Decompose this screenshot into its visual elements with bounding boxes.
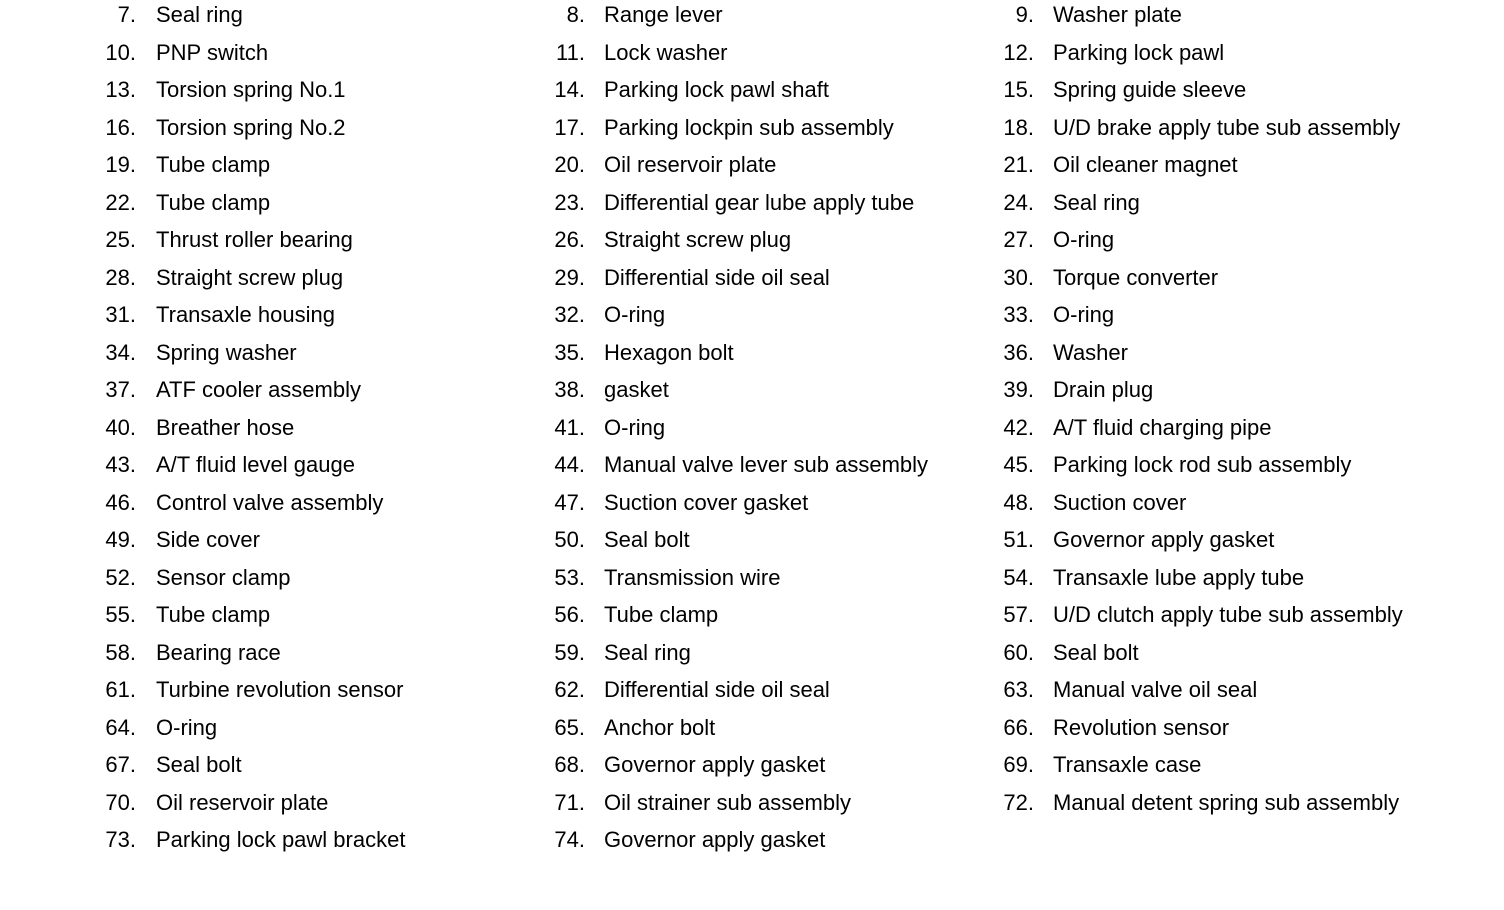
part-number: 24. xyxy=(1003,189,1034,215)
part-name: O-ring xyxy=(604,302,666,327)
part-name: Differential gear lube apply tube xyxy=(604,189,915,215)
parts-row xyxy=(0,338,1504,368)
part-name: Breather hose xyxy=(156,414,295,440)
part-name: Anchor bolt xyxy=(604,714,716,740)
part-name: Straight screw plug xyxy=(604,227,792,252)
part-number: 35. xyxy=(554,339,585,365)
part-name: Governor apply gasket xyxy=(604,827,826,852)
part-number: 73. xyxy=(105,827,136,852)
part-number: 10. xyxy=(105,39,136,65)
part-name: Hexagon bolt xyxy=(604,339,734,365)
parts-row xyxy=(0,150,1504,180)
part-number: 33. xyxy=(1003,302,1034,327)
part-name: Manual valve lever sub assembly xyxy=(604,452,929,477)
part-name: Seal bolt xyxy=(156,752,242,777)
part-name: Washer xyxy=(1053,339,1128,365)
parts-row xyxy=(0,300,1504,330)
parts-row xyxy=(0,525,1504,555)
part-number: 68. xyxy=(554,752,585,777)
part-name: Seal ring xyxy=(156,2,243,27)
part-name: Side cover xyxy=(156,527,260,552)
part-name: Tube clamp xyxy=(156,602,271,627)
part-number: 40. xyxy=(105,414,136,440)
part-name: Parking lock pawl xyxy=(1053,39,1225,65)
part-name: Straight screw plug xyxy=(156,264,344,290)
part-name: Parking lock pawl bracket xyxy=(156,827,406,852)
part-name: Transaxle housing xyxy=(156,302,335,327)
part-name: U/D clutch apply tube sub assembly xyxy=(1053,602,1403,627)
part-number: 36. xyxy=(1003,339,1034,365)
part-number: 17. xyxy=(554,114,585,140)
part-number: 61. xyxy=(105,677,136,702)
part-name: Seal bolt xyxy=(604,527,690,552)
part-number: 11. xyxy=(556,39,585,65)
part-name: O-ring xyxy=(604,414,666,440)
part-number: 43. xyxy=(105,452,136,477)
parts-row xyxy=(0,188,1504,218)
parts-row xyxy=(0,825,1504,855)
part-name: PNP switch xyxy=(156,39,269,65)
part-number: 67. xyxy=(105,752,136,777)
part-number: 15. xyxy=(1003,77,1034,102)
part-name: gasket xyxy=(604,377,669,402)
part-name: Range lever xyxy=(604,2,723,27)
part-name: A/T fluid charging pipe xyxy=(1053,414,1272,440)
part-name: Transaxle lube apply tube xyxy=(1053,564,1305,590)
part-name: Differential side oil seal xyxy=(604,264,830,290)
parts-row xyxy=(0,0,1504,30)
part-name: Seal ring xyxy=(604,639,691,665)
part-number: 28. xyxy=(105,264,136,290)
parts-row xyxy=(0,675,1504,705)
part-name: Parking lockpin sub assembly xyxy=(604,114,894,140)
part-number: 20. xyxy=(554,152,585,177)
parts-row xyxy=(0,263,1504,293)
part-number: 52. xyxy=(105,564,136,590)
part-name: Oil reservoir plate xyxy=(604,152,777,177)
part-number: 60. xyxy=(1003,639,1034,665)
parts-row xyxy=(0,75,1504,105)
part-number: 74. xyxy=(554,827,585,852)
part-number: 55. xyxy=(105,602,136,627)
part-name: Transaxle case xyxy=(1053,752,1202,777)
parts-row xyxy=(0,713,1504,743)
part-number: 62. xyxy=(554,677,585,702)
part-name: Transmission wire xyxy=(604,564,781,590)
part-number xyxy=(957,825,1034,855)
part-number: 13. xyxy=(105,77,136,102)
part-name: Spring washer xyxy=(156,339,297,365)
part-name: Oil cleaner magnet xyxy=(1053,152,1238,177)
part-number: 65. xyxy=(554,714,585,740)
parts-row xyxy=(0,375,1504,405)
parts-row xyxy=(0,788,1504,818)
part-number: 14. xyxy=(554,77,585,102)
part-number: 63. xyxy=(1003,677,1034,702)
part-number: 72. xyxy=(1003,789,1034,815)
part-name: Governor apply gasket xyxy=(1053,527,1275,552)
part-number: 39. xyxy=(1003,377,1034,402)
part-name: Seal ring xyxy=(1053,189,1140,215)
part-name: Suction cover xyxy=(1053,489,1187,515)
part-number: 31. xyxy=(105,302,136,327)
part-name: Revolution sensor xyxy=(1053,714,1230,740)
part-number: 45. xyxy=(1003,452,1034,477)
part-number: 9. xyxy=(1015,2,1034,27)
part-number: 27. xyxy=(1003,227,1034,252)
part-number: 26. xyxy=(554,227,585,252)
part-name: Governor apply gasket xyxy=(604,752,826,777)
part-number: 22. xyxy=(105,189,136,215)
part-number: 50. xyxy=(554,527,585,552)
part-number: 51. xyxy=(1003,527,1034,552)
parts-row xyxy=(0,38,1504,68)
parts-row xyxy=(0,413,1504,443)
part-number: 69. xyxy=(1003,752,1034,777)
part-name: Differential side oil seal xyxy=(604,677,830,702)
part-number: 48. xyxy=(1003,489,1034,515)
parts-row xyxy=(0,750,1504,780)
part-number: 53. xyxy=(554,564,585,590)
part-number: 54. xyxy=(1003,564,1034,590)
part-name: Parking lock rod sub assembly xyxy=(1053,452,1352,477)
part-name: Control valve assembly xyxy=(156,489,384,515)
part-number: 42. xyxy=(1003,414,1034,440)
part-name: O-ring xyxy=(1053,302,1115,327)
part-name: Manual detent spring sub assembly xyxy=(1053,789,1400,815)
part-name: Torsion spring No.2 xyxy=(156,114,346,140)
part-number: 59. xyxy=(554,639,585,665)
part-number: 64. xyxy=(105,714,136,740)
part-name: O-ring xyxy=(1053,227,1115,252)
part-name: Oil reservoir plate xyxy=(156,789,329,815)
part-name: Washer plate xyxy=(1053,2,1182,27)
part-name: Torsion spring No.1 xyxy=(156,77,346,102)
part-number: 21. xyxy=(1003,152,1034,177)
part-number: 49. xyxy=(105,527,136,552)
part-name: Spring guide sleeve xyxy=(1053,77,1247,102)
part-name: Tube clamp xyxy=(604,602,719,627)
parts-row xyxy=(0,488,1504,518)
part-name: Tube clamp xyxy=(156,189,271,215)
part-number: 37. xyxy=(105,377,136,402)
part-name: Torque converter xyxy=(1053,264,1219,290)
part-name: Thrust roller bearing xyxy=(156,227,353,252)
part-name: Manual valve oil seal xyxy=(1053,677,1258,702)
part-number: 29. xyxy=(554,264,585,290)
part-number: 34. xyxy=(105,339,136,365)
part-name: A/T fluid level gauge xyxy=(156,452,355,477)
part-number: 44. xyxy=(554,452,585,477)
parts-row xyxy=(0,563,1504,593)
part-number: 7. xyxy=(117,2,136,27)
part-number: 8. xyxy=(566,2,585,27)
part-number: 56. xyxy=(554,602,585,627)
part-number: 57. xyxy=(1003,602,1034,627)
parts-row xyxy=(0,638,1504,668)
part-name: Parking lock pawl shaft xyxy=(604,77,829,102)
parts-row xyxy=(0,600,1504,630)
part-number: 16. xyxy=(105,114,136,140)
part-name: Drain plug xyxy=(1053,377,1154,402)
part-name: ATF cooler assembly xyxy=(156,377,361,402)
part-number: 38. xyxy=(554,377,585,402)
part-number: 25. xyxy=(105,227,136,252)
part-number: 41. xyxy=(554,414,585,440)
part-number: 12. xyxy=(1003,39,1034,65)
parts-row xyxy=(0,450,1504,480)
part-number: 71. xyxy=(554,789,585,815)
part-name: Suction cover gasket xyxy=(604,489,809,515)
part-number: 23. xyxy=(554,189,585,215)
part-number: 30. xyxy=(1003,264,1034,290)
part-name: O-ring xyxy=(156,714,218,740)
part-name: Lock washer xyxy=(604,39,728,65)
parts-row xyxy=(0,225,1504,255)
part-number: 47. xyxy=(554,489,585,515)
part-number: 58. xyxy=(105,639,136,665)
part-name: U/D brake apply tube sub assembly xyxy=(1053,114,1401,140)
part-number: 66. xyxy=(1003,714,1034,740)
part-number: 46. xyxy=(105,489,136,515)
part-name: Bearing race xyxy=(156,639,281,665)
part-name: Seal bolt xyxy=(1053,639,1139,665)
part-name: Oil strainer sub assembly xyxy=(604,789,851,815)
part-name: Tube clamp xyxy=(156,152,271,177)
part-number: 18. xyxy=(1003,114,1034,140)
part-number: 70. xyxy=(105,789,136,815)
parts-row xyxy=(0,113,1504,143)
part-name: Turbine revolution sensor xyxy=(156,677,404,702)
part-name: Sensor clamp xyxy=(156,564,291,590)
part-number: 19. xyxy=(105,152,136,177)
part-number: 32. xyxy=(554,302,585,327)
